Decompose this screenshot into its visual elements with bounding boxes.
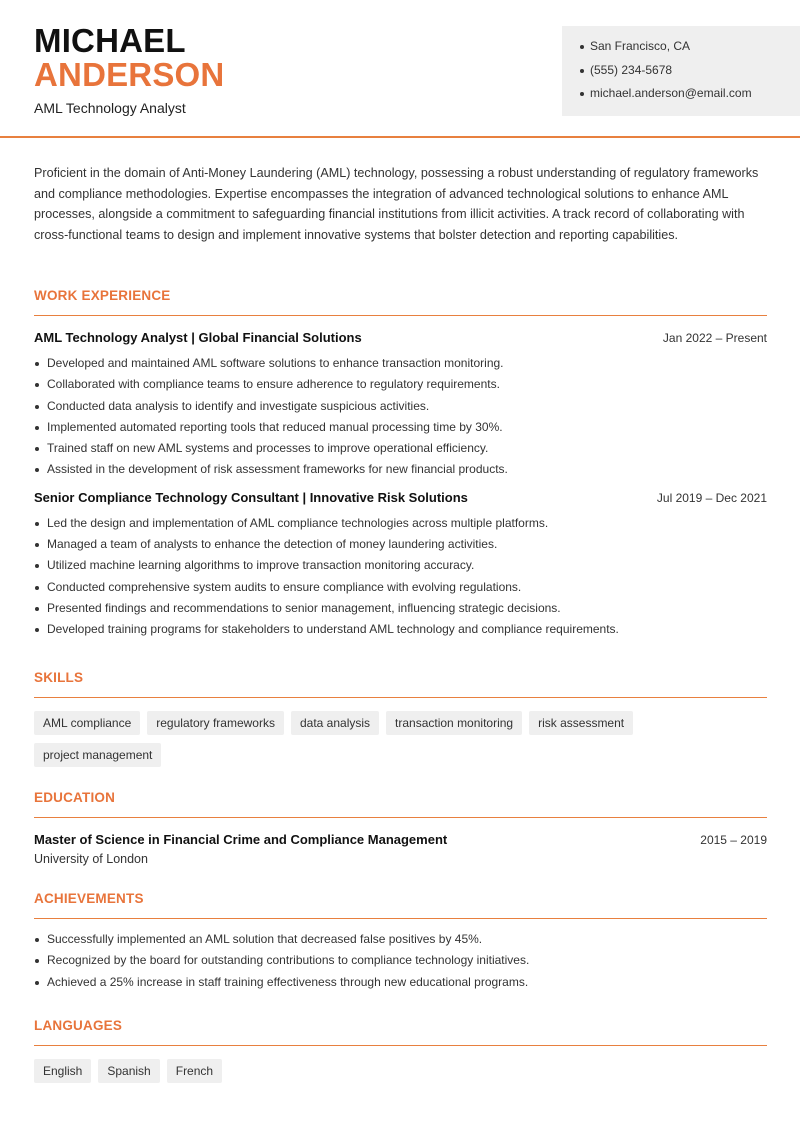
languages-section [34,1016,767,1083]
section-divider [34,697,767,698]
section-title-work: WORK EXPERIENCE [34,288,171,303]
section-title-education: EDUCATION [34,790,116,805]
section-title-skills: SKILLS [34,670,84,685]
skill-tag: risk assessment [529,711,633,735]
job-bullet: Conducted comprehensive system audits to ensure compliance with evolving regulations. [34,577,767,598]
job-bullet: Presented findings and recommendations to senior management, influencing strategic decisions. [34,598,767,619]
job-bullet: Utilized machine learning algorithms to improve transaction monitoring accuracy. [34,555,767,576]
job-dates: Jan 2022 – Present [662,331,767,345]
skill-tag: AML compliance [34,711,140,735]
section-divider [34,315,767,316]
job-entry [34,488,767,641]
job-bullet: Managed a team of analysts to enhance the detection of money laundering activities. [34,534,767,555]
job-title: AML Technology Analyst | Global Financial Solutions [34,330,362,345]
language-tag: English [34,1059,91,1083]
degree-title: Master of Science in Financial Crime and Compliance Management [34,832,448,847]
skills-section [34,668,767,767]
achievement-item: Successfully implemented an AML solution that decreased false positives by 45%. [34,929,767,950]
achievement-item: Achieved a 25% increase in staff training effectiveness through new educational programs. [34,972,767,993]
achievements-section [34,889,767,993]
job-bullet: Implemented automated reporting tools that reduced manual processing time by 30%. [34,417,767,438]
section-title-languages: LANGUAGES [34,1018,123,1033]
job-title: Senior Compliance Technology Consultant | Innovative Risk Solutions [34,489,468,505]
job-dates: Jul 2019 – Dec 2021 [656,490,767,505]
skills-list [34,711,674,767]
section-divider [34,918,767,919]
language-tag: Spanish [98,1059,159,1083]
contact-email: michael.anderson@email.com [580,82,800,106]
job-bullet: Conducted data analysis to identify and investigate suspicious activities. [34,396,767,417]
language-tag: French [167,1059,222,1083]
work-experience-section [34,286,767,641]
job-role: AML Technology Analyst [34,100,186,116]
job-bullet: Assisted in the development of risk assessment frameworks for new financial products. [34,459,767,480]
contact-box [562,26,800,116]
profile-summary: Proficient in the domain of Anti-Money Laundering (AML) technology, possessing a robust understanding of regulatory frameworks and compliance methodologies. Expertise encompasses the integration of advanced technological solutions to enhance AML processes, alongside a commitment to safeguarding financial institutions from illicit activities. A track record of collaborating with cross-functional teams to design and implement innovative systems that bolster detection and reporting capabilities. [34,166,759,242]
contact-phone: (555) 234-5678 [580,59,800,83]
skill-tag: data analysis [291,711,379,735]
first-name: MICHAEL [34,22,186,59]
education-entry [34,830,767,866]
job-bullet: Led the design and implementation of AML compliance technologies across multiple platforms. [34,513,767,534]
languages-list [34,1059,674,1083]
skill-tag: transaction monitoring [386,711,522,735]
skill-tag: regulatory frameworks [147,711,284,735]
last-name: ANDERSON [34,56,225,93]
section-divider [34,1045,767,1046]
job-bullet: Trained staff on new AML systems and processes to improve operational efficiency. [34,438,767,459]
job-bullet: Developed and maintained AML software solutions to enhance transaction monitoring. [34,353,767,374]
job-entry [34,328,767,481]
section-divider [34,817,767,818]
section-title-achievements: ACHIEVEMENTS [34,891,144,906]
resume-header [0,0,800,138]
skill-tag: project management [34,743,161,767]
contact-location: San Francisco, CA [580,35,800,59]
achievement-item: Recognized by the board for outstanding contributions to compliance technology initiatives. [34,950,767,971]
candidate-name [34,24,224,92]
school-name: University of London [34,852,148,866]
education-dates: 2015 – 2019 [700,833,767,847]
job-bullet: Developed training programs for stakeholders to understand AML technology and compliance requirements. [34,619,767,640]
job-bullet: Collaborated with compliance teams to ensure adherence to regulatory requirements. [34,374,767,395]
education-section [34,788,767,866]
